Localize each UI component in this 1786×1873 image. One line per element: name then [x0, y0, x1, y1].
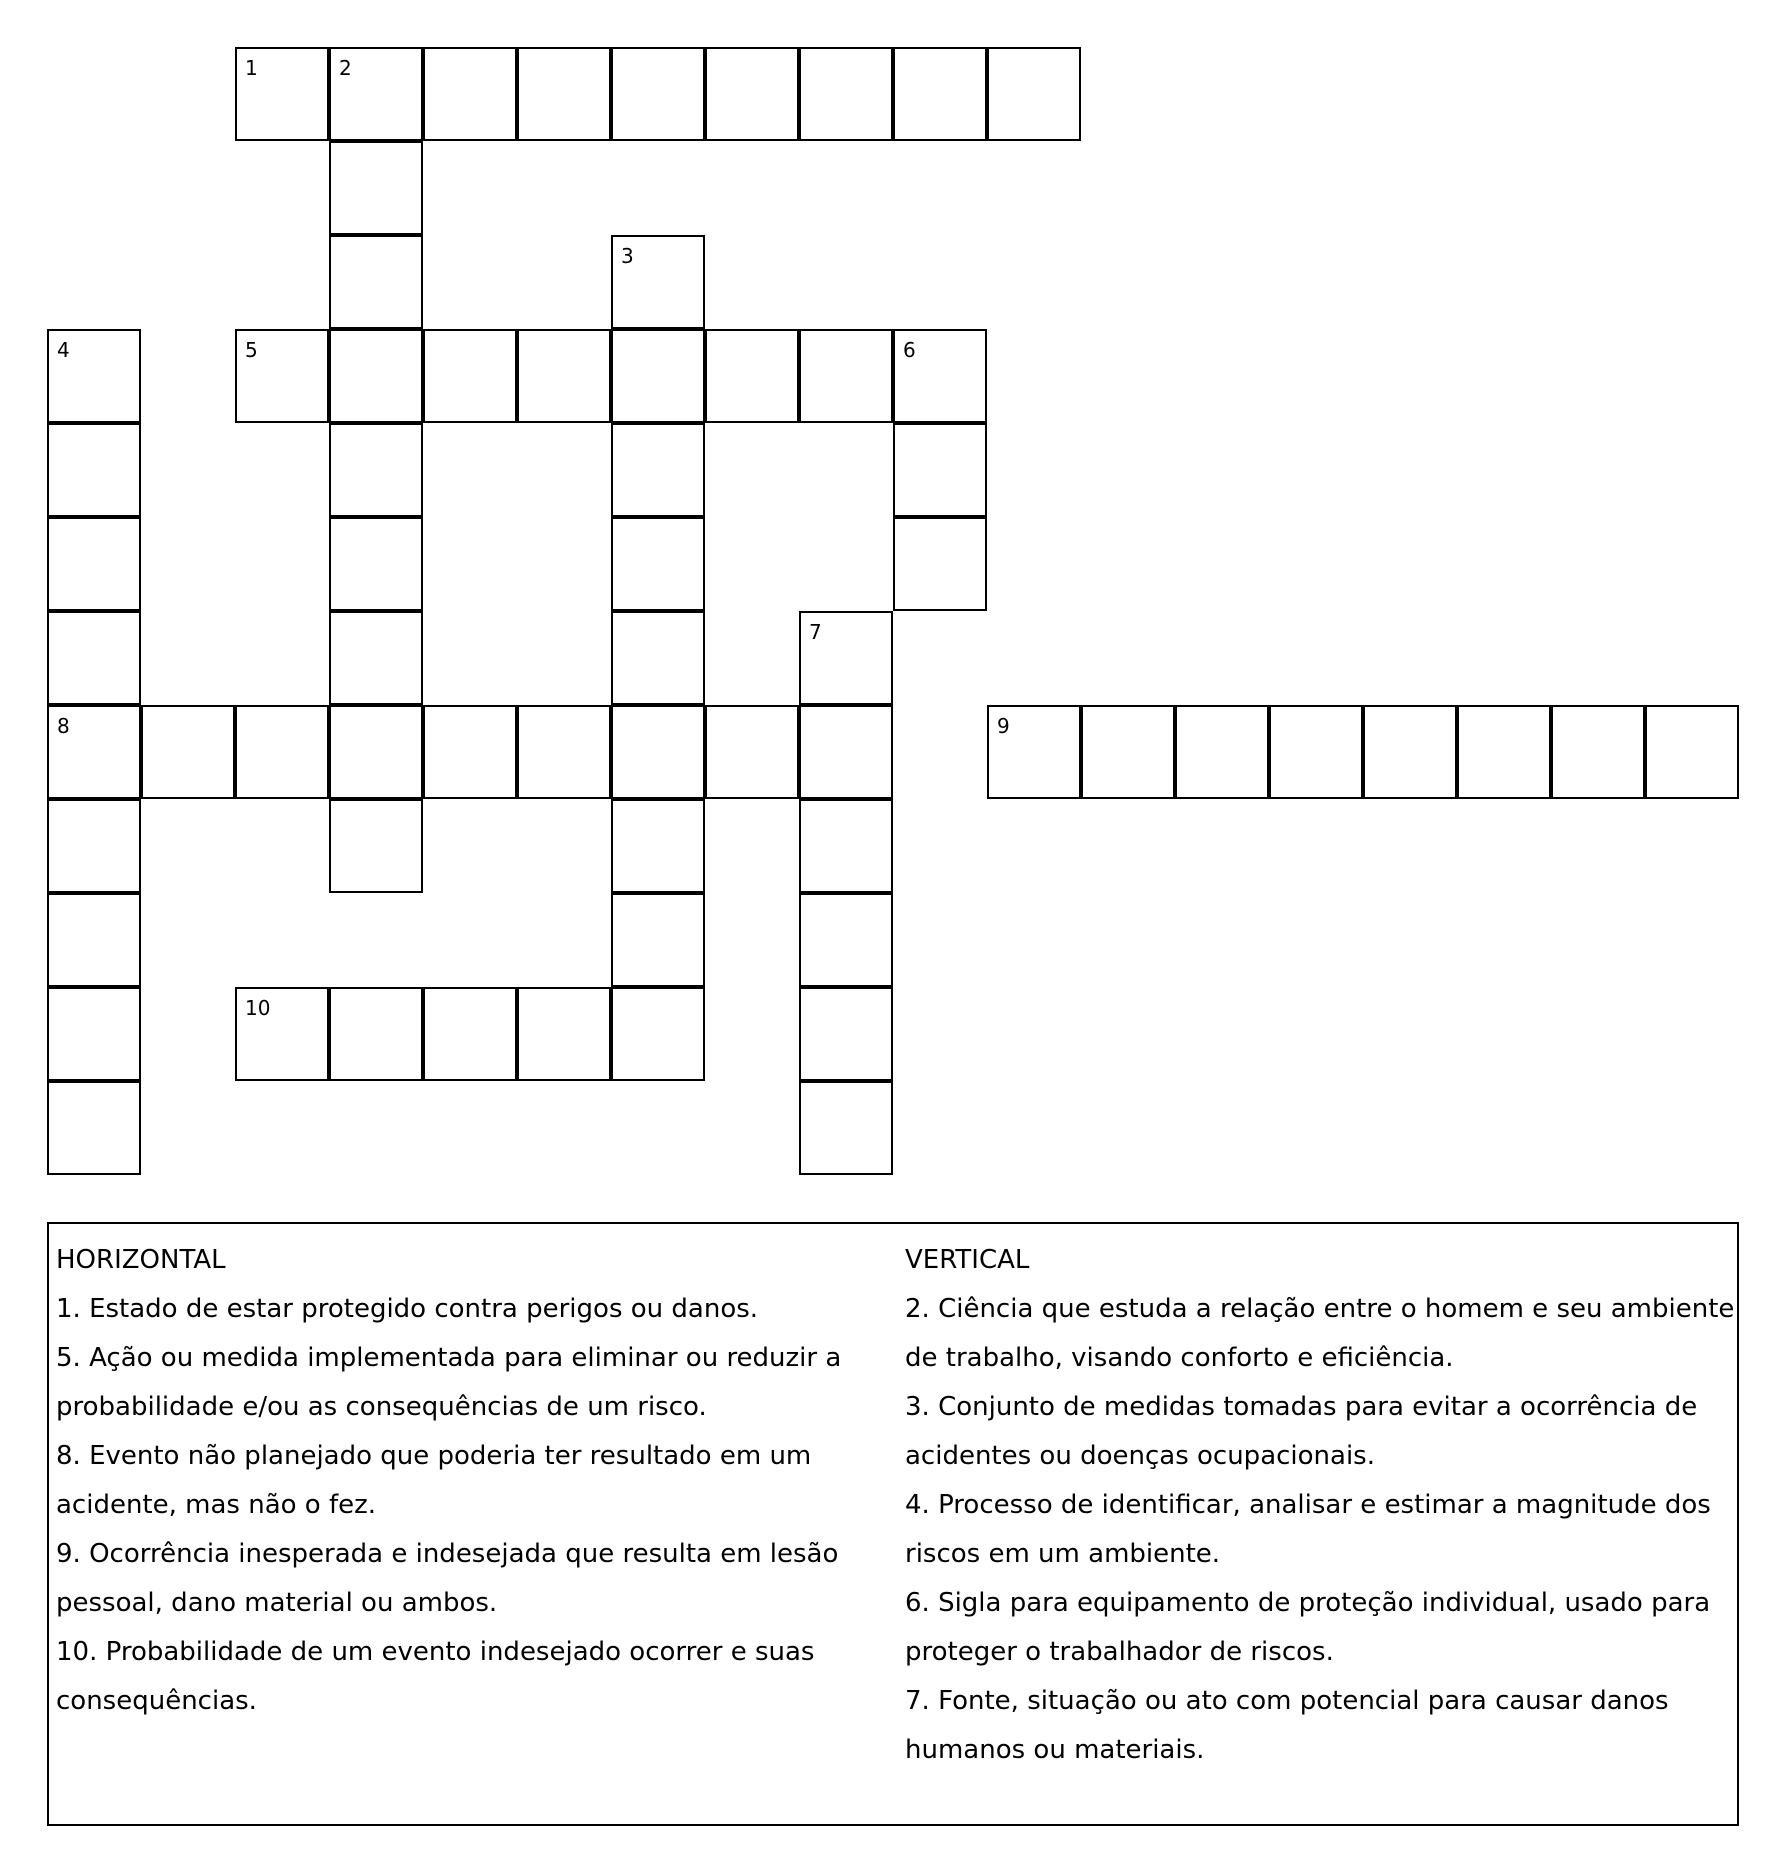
grid-cell[interactable] — [987, 705, 1081, 799]
clue-across-9: 9. Ocorrência inesperada e indesejada que resulta em lesão pessoal, dano material ou ambos. — [56, 1539, 839, 1618]
grid-cell[interactable] — [517, 47, 611, 141]
clue-across-5: 5. Ação ou medida implementada para eliminar ou reduzir a probabilidade e/ou as consequências de um risco. — [56, 1343, 842, 1422]
grid-cell[interactable] — [893, 423, 987, 517]
vertical-heading: VERTICAL — [905, 1245, 1030, 1275]
grid-cell[interactable] — [705, 47, 799, 141]
vertical-clues — [905, 1236, 1735, 1775]
grid-cell[interactable] — [141, 705, 235, 799]
grid-cell[interactable] — [705, 329, 799, 423]
clue-number: 4 — [57, 338, 70, 362]
grid-cell[interactable] — [517, 329, 611, 423]
grid-cell[interactable] — [47, 987, 141, 1081]
grid-cell[interactable] — [423, 987, 517, 1081]
grid-cell[interactable] — [799, 611, 893, 705]
grid-cell[interactable] — [47, 329, 141, 423]
grid-cell[interactable] — [329, 329, 423, 423]
grid-cell[interactable] — [329, 517, 423, 611]
grid-cell[interactable] — [47, 799, 141, 893]
grid-cell[interactable] — [1363, 705, 1457, 799]
grid-cell[interactable] — [47, 1081, 141, 1175]
grid-cell[interactable] — [893, 329, 987, 423]
clue-down-3: 3. Conjunto de medidas tomadas para evitar a ocorrência de acidentes ou doenças ocupacionais. — [905, 1392, 1698, 1471]
clue-number: 2 — [339, 56, 352, 80]
grid-cell[interactable] — [235, 705, 329, 799]
grid-cell[interactable] — [611, 423, 705, 517]
grid-cell[interactable] — [1081, 705, 1175, 799]
clue-number: 1 — [245, 56, 258, 80]
grid-cell[interactable] — [329, 235, 423, 329]
grid-cell[interactable] — [1551, 705, 1645, 799]
grid-cell[interactable] — [799, 47, 893, 141]
grid-cell[interactable] — [47, 705, 141, 799]
clue-across-1: 1. Estado de estar protegido contra perigos ou danos. — [56, 1294, 759, 1324]
clue-down-6: 6. Sigla para equipamento de proteção individual, usado para proteger o trabalhador de riscos. — [905, 1588, 1711, 1667]
grid-cell[interactable] — [329, 611, 423, 705]
grid-cell[interactable] — [611, 235, 705, 329]
grid-cell[interactable] — [1645, 705, 1739, 799]
grid-cell[interactable] — [329, 141, 423, 235]
grid-cell[interactable] — [423, 705, 517, 799]
clue-down-7: 7. Fonte, situação ou ato com potencial para causar danos humanos ou materiais. — [905, 1686, 1669, 1765]
grid-cell[interactable] — [987, 47, 1081, 141]
grid-cell[interactable] — [47, 611, 141, 705]
clue-across-10: 10. Probabilidade de um evento indesejado ocorrer e suas consequências. — [56, 1637, 815, 1716]
grid-cell[interactable] — [47, 893, 141, 987]
clue-number: 6 — [903, 338, 916, 362]
grid-cell[interactable] — [611, 611, 705, 705]
grid-cell[interactable] — [611, 987, 705, 1081]
grid-cell[interactable] — [1269, 705, 1363, 799]
grid-cell[interactable] — [1457, 705, 1551, 799]
grid-cell[interactable] — [799, 987, 893, 1081]
horizontal-clues — [56, 1236, 891, 1726]
grid-cell[interactable] — [611, 893, 705, 987]
grid-cell[interactable] — [423, 47, 517, 141]
grid-cell[interactable] — [1175, 705, 1269, 799]
grid-cell[interactable] — [893, 47, 987, 141]
clue-number: 7 — [809, 620, 822, 644]
grid-cell[interactable] — [329, 47, 423, 141]
grid-cell[interactable] — [47, 423, 141, 517]
clue-number: 10 — [245, 996, 271, 1020]
grid-cell[interactable] — [611, 517, 705, 611]
grid-cell[interactable] — [423, 329, 517, 423]
grid-cell[interactable] — [611, 47, 705, 141]
grid-cell[interactable] — [799, 893, 893, 987]
grid-cell[interactable] — [705, 705, 799, 799]
grid-cell[interactable] — [517, 705, 611, 799]
grid-cell[interactable] — [235, 47, 329, 141]
grid-cell[interactable] — [329, 987, 423, 1081]
grid-cell[interactable] — [611, 705, 705, 799]
grid-cell[interactable] — [329, 705, 423, 799]
grid-cell[interactable] — [517, 987, 611, 1081]
clues-panel — [47, 1222, 1739, 1826]
grid-cell[interactable] — [799, 799, 893, 893]
clue-number: 3 — [621, 244, 634, 268]
horizontal-heading: HORIZONTAL — [56, 1245, 226, 1275]
clue-number: 5 — [245, 338, 258, 362]
grid-cell[interactable] — [235, 987, 329, 1081]
clue-across-8: 8. Evento não planejado que poderia ter resultado em um acidente, mas não o fez. — [56, 1441, 812, 1520]
clue-number: 9 — [997, 714, 1010, 738]
grid-cell[interactable] — [799, 329, 893, 423]
grid-cell[interactable] — [329, 423, 423, 517]
grid-cell[interactable] — [611, 799, 705, 893]
clue-down-2: 2. Ciência que estuda a relação entre o homem e seu ambiente de trabalho, visando conforto e eficiência. — [905, 1294, 1735, 1373]
grid-cell[interactable] — [799, 1081, 893, 1175]
grid-cell[interactable] — [893, 517, 987, 611]
grid-cell[interactable] — [611, 329, 705, 423]
clue-down-4: 4. Processo de identificar, analisar e estimar a magnitude dos riscos em um ambiente. — [905, 1490, 1711, 1569]
grid-cell[interactable] — [799, 705, 893, 799]
grid-cell[interactable] — [235, 329, 329, 423]
grid-cell[interactable] — [329, 799, 423, 893]
clue-number: 8 — [57, 714, 70, 738]
grid-cell[interactable] — [47, 517, 141, 611]
